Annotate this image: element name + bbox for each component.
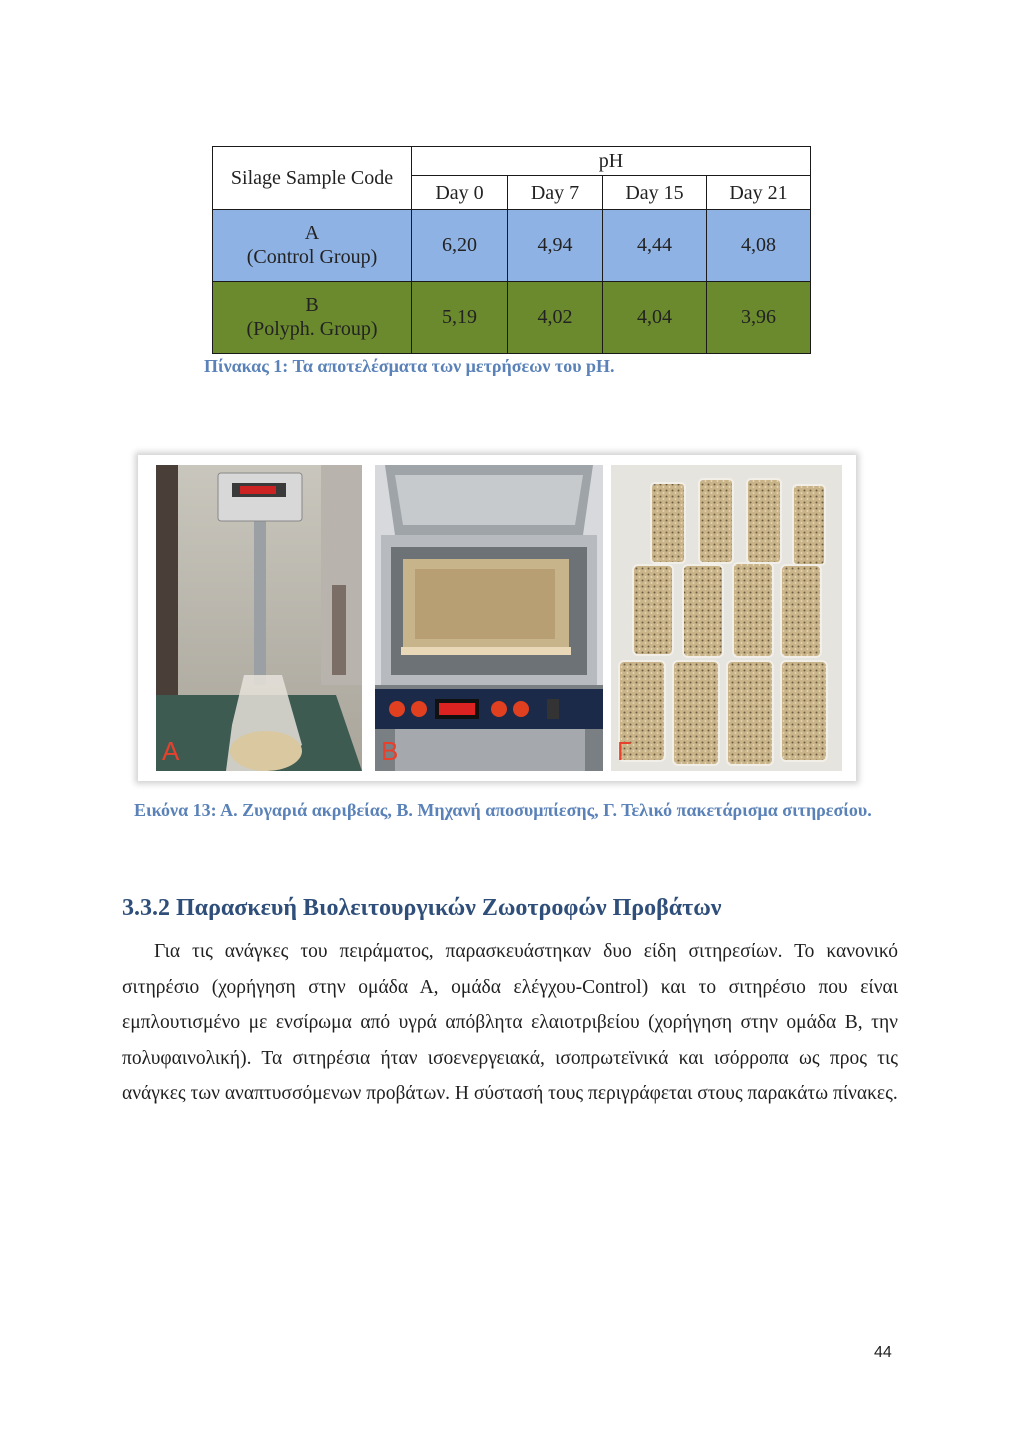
body-paragraph: Για τις ανάγκες του πειράματος, παρασκευάστηκαν δυο είδη σιτηρεσίων. Το κανονικό σιτηρέσιο (χορήγηση στην ομάδα Α, ομάδα ελέγχου-Control) και το σιτηρέσιο που είναι εμπλουτισμένο με ενσίρωμα από υγρά απόβλητα ελαιοτριβείου (χορήγηση στην ομάδα Β, την πολυφαινολική). Τα σιτηρέσια ήταν ισοενεργειακά, ισοπρωτεϊνικά και ισόρροπα ως προς τις ανάγκες των αναπτυσσόμενων προβάτων. Η σύστασή τους περιγράφεται στους παρακάτω πίνακες.: [122, 941, 898, 1104]
row-label: B (Polyph. Group): [213, 281, 412, 353]
sample-code-header: Silage Sample Code: [213, 147, 412, 210]
ph-value-cell: 6,20: [412, 209, 508, 281]
ph-value-cell: 4,08: [707, 209, 811, 281]
ph-header: pH: [412, 147, 811, 176]
ph-value-cell: 4,02: [508, 281, 603, 353]
ph-value-cell: 5,19: [412, 281, 508, 353]
day-header: Day 7: [508, 176, 603, 209]
ph-results-table: [212, 146, 811, 354]
figure-caption: Εικόνα 13: Α. Ζυγαριά ακριβείας, Β. Μηχανή αποσυμπίεσης, Γ. Τελικό πακετάρισμα σιτηρεσίου.: [134, 800, 872, 820]
day-header: Day 15: [603, 176, 707, 209]
photo-precision-scale: [156, 465, 362, 771]
page-number: 44: [874, 1344, 892, 1361]
photo-label-b: B: [381, 736, 399, 766]
day-header: Day 21: [707, 176, 811, 209]
table-row: [213, 281, 811, 353]
ph-value-cell: 4,04: [603, 281, 707, 353]
ph-value-cell: 3,96: [707, 281, 811, 353]
photo-label-g: Γ: [617, 736, 632, 766]
figure-photos: [138, 455, 856, 781]
row-label: A (Control Group): [213, 209, 412, 281]
section-heading: 3.3.2 Παρασκευή Βιολειτουργικών Ζωοτροφών Προβάτων: [122, 895, 722, 921]
day-header: Day 0: [412, 176, 508, 209]
table-row: [213, 209, 811, 281]
photo-packaged-feed: [611, 465, 842, 771]
ph-value-cell: 4,94: [508, 209, 603, 281]
table-caption: Πίνακας 1: Τα αποτελέσματα των μετρήσεων του pH.: [204, 356, 615, 376]
ph-value-cell: 4,44: [603, 209, 707, 281]
photo-label-a: A: [162, 736, 180, 766]
photo-vacuum-machine: [375, 465, 603, 771]
